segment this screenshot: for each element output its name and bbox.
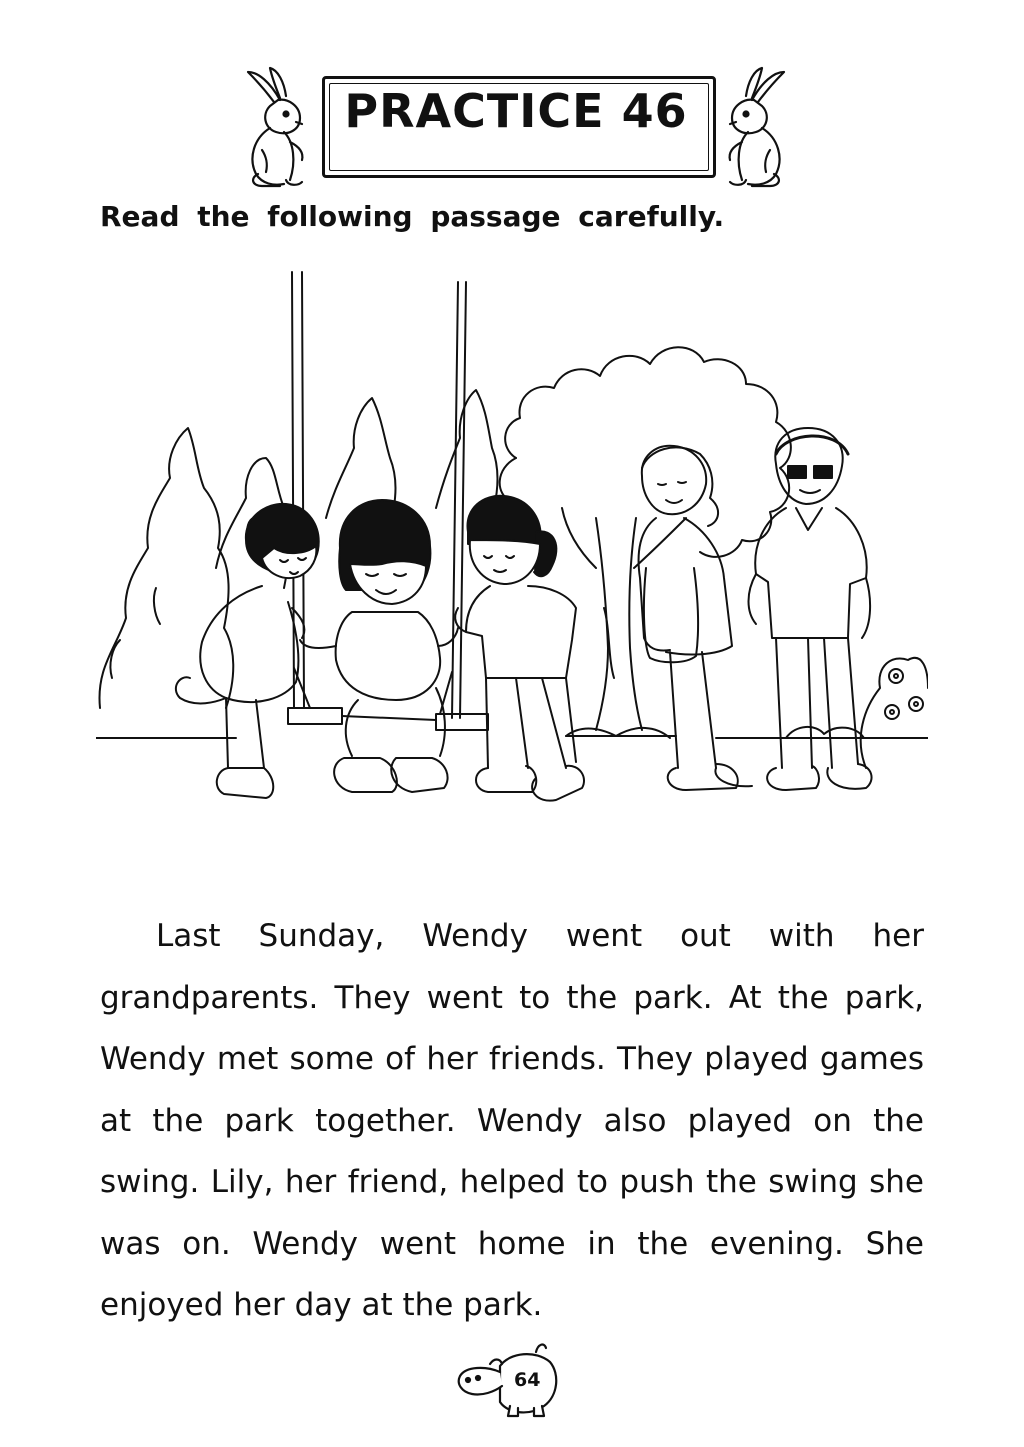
girl-pushing bbox=[455, 496, 584, 801]
page-number: 64 bbox=[514, 1369, 541, 1391]
page-title: PRACTICE 46 bbox=[344, 84, 688, 138]
grandfather bbox=[749, 428, 872, 790]
reading-passage: Last Sunday, Wendy went out with her grandparents. They went to the park. At the park, Wendy met some of her friends. They played games at the park together. Wendy also played on the swing. Lily, her friend, helped to push the swing she was on. Wendy went home in the evening. She enjoyed her day at the park. bbox=[100, 918, 924, 1323]
children-on-swing-illustration bbox=[96, 268, 928, 838]
ground-line bbox=[96, 736, 928, 738]
girl-on-swing bbox=[300, 500, 458, 792]
girl-left bbox=[176, 504, 319, 798]
instruction-text: Read the following passage carefully. bbox=[100, 200, 725, 233]
title-banner bbox=[240, 62, 792, 190]
hippo-icon bbox=[456, 1336, 560, 1420]
page-number-badge bbox=[456, 1336, 560, 1420]
